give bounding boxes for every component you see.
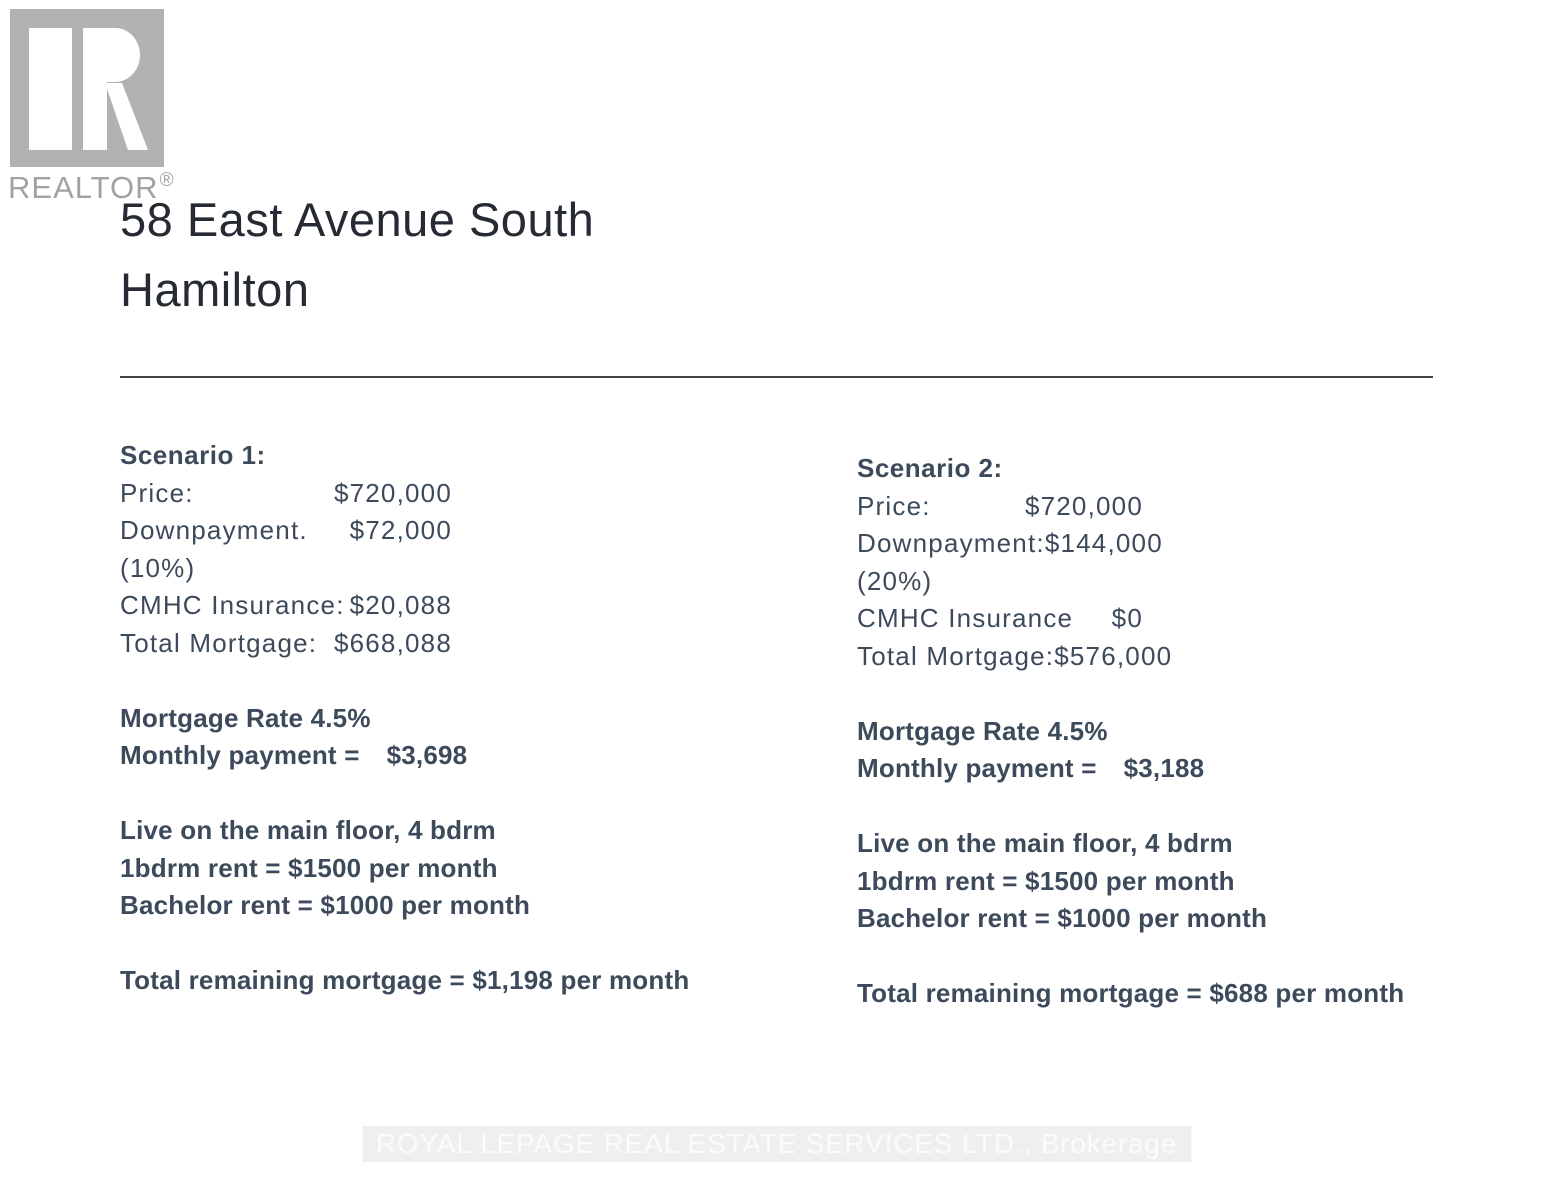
note-line: 1bdrm rent = $1500 per month — [120, 852, 498, 883]
fact-value: $720,000 — [1024, 490, 1143, 521]
monthly-payment-row — [857, 750, 1497, 788]
note-line: 1bdrm rent = $1500 per month — [857, 865, 1235, 896]
fact-label: Downpayment: — [857, 528, 1045, 558]
total-remaining-line: Total remaining mortgage = $688 per month — [857, 978, 1405, 1008]
monthly-payment-value: $3,188 — [1123, 753, 1205, 783]
total-remaining-line: Total remaining mortgage = $1,198 per month — [120, 965, 690, 995]
monthly-payment-value: $3,698 — [386, 740, 468, 770]
note-line: Bachelor rent = $1000 per month — [120, 890, 531, 920]
fact-label: (20%) — [857, 565, 933, 596]
fact-value: $72,000 — [349, 515, 452, 545]
fact-row-cmhc — [857, 600, 1143, 638]
fact-label: CMHC Insurance — [857, 603, 1074, 633]
mortgage-rate-line: Mortgage Rate 4.5% — [120, 702, 371, 733]
fact-row-downpayment-percent — [857, 563, 1143, 601]
scenario-2-heading: Scenario 2: — [857, 453, 1003, 483]
monthly-payment-row — [120, 737, 760, 775]
divider-line — [120, 376, 1433, 378]
fact-row-price — [857, 488, 1143, 526]
fact-label: (10%) — [120, 552, 196, 583]
realtor-wordmark-text: REALTOR — [8, 170, 159, 205]
fact-row-price — [120, 475, 452, 513]
fact-value: $20,088 — [349, 590, 452, 620]
fact-value: $0 — [1111, 603, 1143, 633]
fact-row-total-mortgage — [857, 638, 1173, 676]
realtor-logo — [10, 9, 164, 167]
scenario-1-heading: Scenario 1: — [120, 440, 266, 470]
fact-label: Price: — [120, 477, 194, 508]
fact-row-downpayment-percent — [120, 550, 452, 588]
scenario-2-column — [857, 450, 1497, 1013]
registered-trademark-symbol: ® — [159, 170, 175, 191]
fact-label: CMHC Insurance: — [120, 590, 345, 620]
rental-notes — [120, 812, 760, 925]
note-line: Live on the main floor, 4 bdrm — [857, 828, 1233, 858]
fact-row-total-mortgage — [120, 625, 452, 663]
fact-label: Price: — [857, 490, 931, 521]
monthly-payment-label: Monthly payment = — [120, 740, 360, 770]
note-line: Bachelor rent = $1000 per month — [857, 903, 1268, 933]
rental-notes — [857, 825, 1497, 938]
property-title — [120, 185, 594, 325]
scenario-1-column — [120, 437, 760, 1000]
fact-row-downpayment — [857, 525, 1163, 563]
property-title-line1: 58 East Avenue South — [120, 193, 595, 246]
mortgage-rate-line: Mortgage Rate 4.5% — [857, 715, 1108, 746]
fact-row-downpayment — [120, 512, 452, 550]
fact-value: $144,000 — [1044, 528, 1163, 558]
brokerage-watermark: ROYAL LEPAGE REAL ESTATE SERVICES LTD., Brokerage — [362, 1126, 1191, 1162]
realtor-r-icon — [10, 9, 164, 167]
fact-row-cmhc — [120, 587, 452, 625]
property-title-line2: Hamilton — [120, 263, 310, 316]
fact-label: Total Mortgage: — [120, 627, 318, 658]
fact-label: Total Mortgage: — [857, 640, 1055, 671]
fact-value: $576,000 — [1054, 640, 1173, 671]
note-line: Live on the main floor, 4 bdrm — [120, 815, 496, 845]
fact-label: Downpayment. — [120, 515, 308, 545]
monthly-payment-label: Monthly payment = — [857, 753, 1097, 783]
fact-value: $668,088 — [333, 627, 452, 658]
fact-value: $720,000 — [333, 477, 452, 508]
